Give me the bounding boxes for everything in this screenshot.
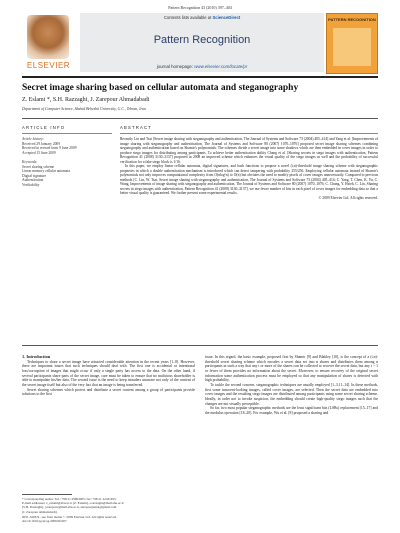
history-accepted: Accepted 15 June 2009 — [22, 150, 56, 155]
abstract-text — [120, 137, 378, 201]
footnotes — [22, 497, 195, 514]
abstract-bottom-rule — [22, 345, 378, 346]
history-heading: Article history: — [22, 137, 44, 141]
body-paragraph: Secret sharing schemes which protect and distribute a secret content among a group of participants provide solutions to the first — [22, 387, 195, 397]
masthead-rule — [22, 76, 378, 78]
contents-line — [80, 15, 324, 20]
abstract-paragraph-1: Recently Lin and Tsai [Secret image sharing with steganography and authentication, The Journal of Systems and Software 73 (2004) 405–414] and Yang et al. [Improvements of image sharing with steganography and authentication, The Journal of Systems and Software 80 (2007) 1070–1076] proposed secret image sharing schemes combining steganography and authentication based on Shamir's polynomials. The schemes divide a secret image into some shadows which are then embedded in cover images in order to produce stego images for distributing among participants. To achieve better authentication ability Chang et al. [Sharing secrets in stego images with authentication, Pattern Recognition 41 (2008) 3130–3137] proposed in 2008 an improved scheme which enhances the visual quality of the stego images as well and the probability of successful verification for a fake stego block is 1/16. — [120, 137, 378, 164]
elsevier-logo — [22, 13, 75, 72]
body-right-column — [205, 355, 378, 416]
document-identifiers — [22, 515, 195, 523]
contents-prefix: Contents lists available at — [163, 15, 213, 20]
abstract-heading: ABSTRACT — [120, 125, 152, 130]
article-title: Secret image sharing based on cellular automata and steganography — [22, 83, 299, 93]
journal-name: Pattern Recognition — [153, 34, 251, 46]
keyword-item: Secret sharing scheme — [22, 164, 55, 169]
journal-cover-image — [326, 13, 378, 74]
sciencedirect-link[interactable]: ScienceDirect — [212, 15, 241, 20]
elsevier-tree-icon — [27, 15, 69, 59]
article-authors: Z. Eslami *, S.H. Razzaghi, J. Zarepour Ahmadabadi — [22, 97, 150, 103]
article-info-heading: ARTICLE INFO — [22, 125, 66, 130]
running-head: Pattern Recognition 43 (2010) 397–404 — [168, 5, 232, 10]
email-addresses-cont: (S.H. Razzaghi), j.zarepour@mail.sbu.ac.ir, zarepourjamal@gmail.com — [22, 505, 117, 510]
body-left-column — [22, 355, 195, 397]
keywords-heading: Keywords: — [22, 160, 38, 164]
keyword-item: Verifiability — [22, 182, 40, 187]
email-addresses-cont: (J. Zarepour Ahmadabadi). — [22, 509, 58, 514]
cover-artwork — [333, 28, 371, 66]
homepage-link[interactable]: www.elsevier.com/locate/pr — [194, 64, 248, 69]
cover-title: PATTERN RECOGNITION — [328, 17, 376, 22]
email-addresses: E-mail addresses: z_eslami@sbu.ac.ir (Z. Eslami), s.razzaghi@mail.sbu.ac.ir — [22, 501, 124, 506]
issn-line: 0031-3203/$ - see front matter © 2009 Elsevier Ltd. All rights reserved. — [22, 515, 117, 519]
homepage-prefix: journal homepage: — [156, 64, 195, 69]
body-paragraph: So far, two most popular steganographic methods are the least significant bits (LSBs) replacement [15–17] and the modulus operation [18–20]. For example, Wu et al. [8] proposed a sharing and — [205, 406, 378, 415]
keyword-item: Digital signature — [22, 173, 47, 178]
journal-masthead — [22, 13, 378, 72]
body-paragraph: Techniques to share a secret image have attracted considerable attention in the recent years [1–8]. However, there are important issues that such techniques should deal with. The first one is accidental or intentional loss/corruption of images that might occur if only a single party has access to the data. On the other hand, if several participants share parts of the secret image, care must be taken to ensure that no malicious shareholder is able to manipulate his/her data. The second issue is the need to keep intruders unaware not only of the content of the secret image itself but also of the very fact that an image is being transferred. — [22, 359, 195, 387]
section-1-title: 1. Introduction — [22, 354, 51, 359]
journal-header-box — [80, 13, 324, 72]
history-received: Received 29 January 2009 — [22, 141, 61, 146]
keyword-item: Authentication — [22, 178, 44, 182]
corresponding-author-note: * Corresponding author. Tel.: +98 21 29903005; fax: +98 21 22431655. — [22, 497, 117, 501]
article-affiliation: Department of Computer Science, Shahid Beheshti University, G.C., Tehran, Iran — [22, 107, 146, 111]
publisher-logo-text: ELSEVIER — [26, 61, 71, 70]
article-history — [22, 137, 112, 155]
title-rule — [22, 118, 378, 119]
body-paragraph: issue. In this regard, the basic example, proposed first by Shamir [9] and Blakley [10], is the concept of a (t,n)-threshold secret sharing scheme which encodes a secret data set into n shares and distributes them among n participants in such a way that any t or more of the shares can be collected to recover the secret data, but any t − 1 or fewer of them provides no information about the secret. Moreover, to ensure recovery of the original secret information some authentication process must be employed so that any manipulation of shares is detected with high probability. — [205, 355, 378, 383]
body-paragraph: To tackle the second concern, steganographic techniques are usually employed [1–3,11–14]. In these methods, first some innocent-looking images, called cover images, are selected. Then the secret data are embedded into cover images and the resulting stego images are distributed among participants using some secret sharing scheme. Ideally, in order not to invoke suspicion, the embedding should create high-quality stego images such that the changes are not visually perceptible. — [205, 382, 378, 406]
journal-homepage — [80, 64, 324, 69]
keyword-item: Linear memory cellular automata — [22, 169, 70, 173]
abstract-copyright: © 2009 Elsevier Ltd. All rights reserved. — [318, 196, 378, 200]
history-revised: Received in revised form 9 June 2009 — [22, 146, 77, 150]
keywords-block — [22, 160, 112, 187]
abstract-paragraph-2: In this paper, we employ linear cellular automata, digital signatures, and hash functions to propose a novel (t,n)-threshold image sharing scheme with steganographic properties in which a double authentication mechanism is introduced which can detect tampering with probability 255/256. Employing cellular automata instead of Shamir's polynomials not only improves computational complexity from O(nlog²n) to O(n) but obviates the need to modify pixels of cover images unnecessarily. Compared to previous methods [C. Lin, W. Tsai, Secret image sharing with steganography and authentication, The Journal of Systems and Software 73 (2004) 405–414; C. Yang, T. Chen, K. Yu, C. Wang, Improvements of image sharing with steganography and authentication, The Journal of Systems and Software 80 (2007) 1070–1076; C. Chang, Y. Hsieh, C. Lin, Sharing secrets in stego images with authentication, Pattern Recognition 41 (2008) 3130–3137], we use fewer number of bits in each pixel of cover images for embedding data so that a better visual quality is guaranteed. We further present some experimental results. — [120, 164, 378, 195]
doi-line[interactable]: doi:10.1016/j.patcog.2009.06.007 — [22, 519, 67, 524]
